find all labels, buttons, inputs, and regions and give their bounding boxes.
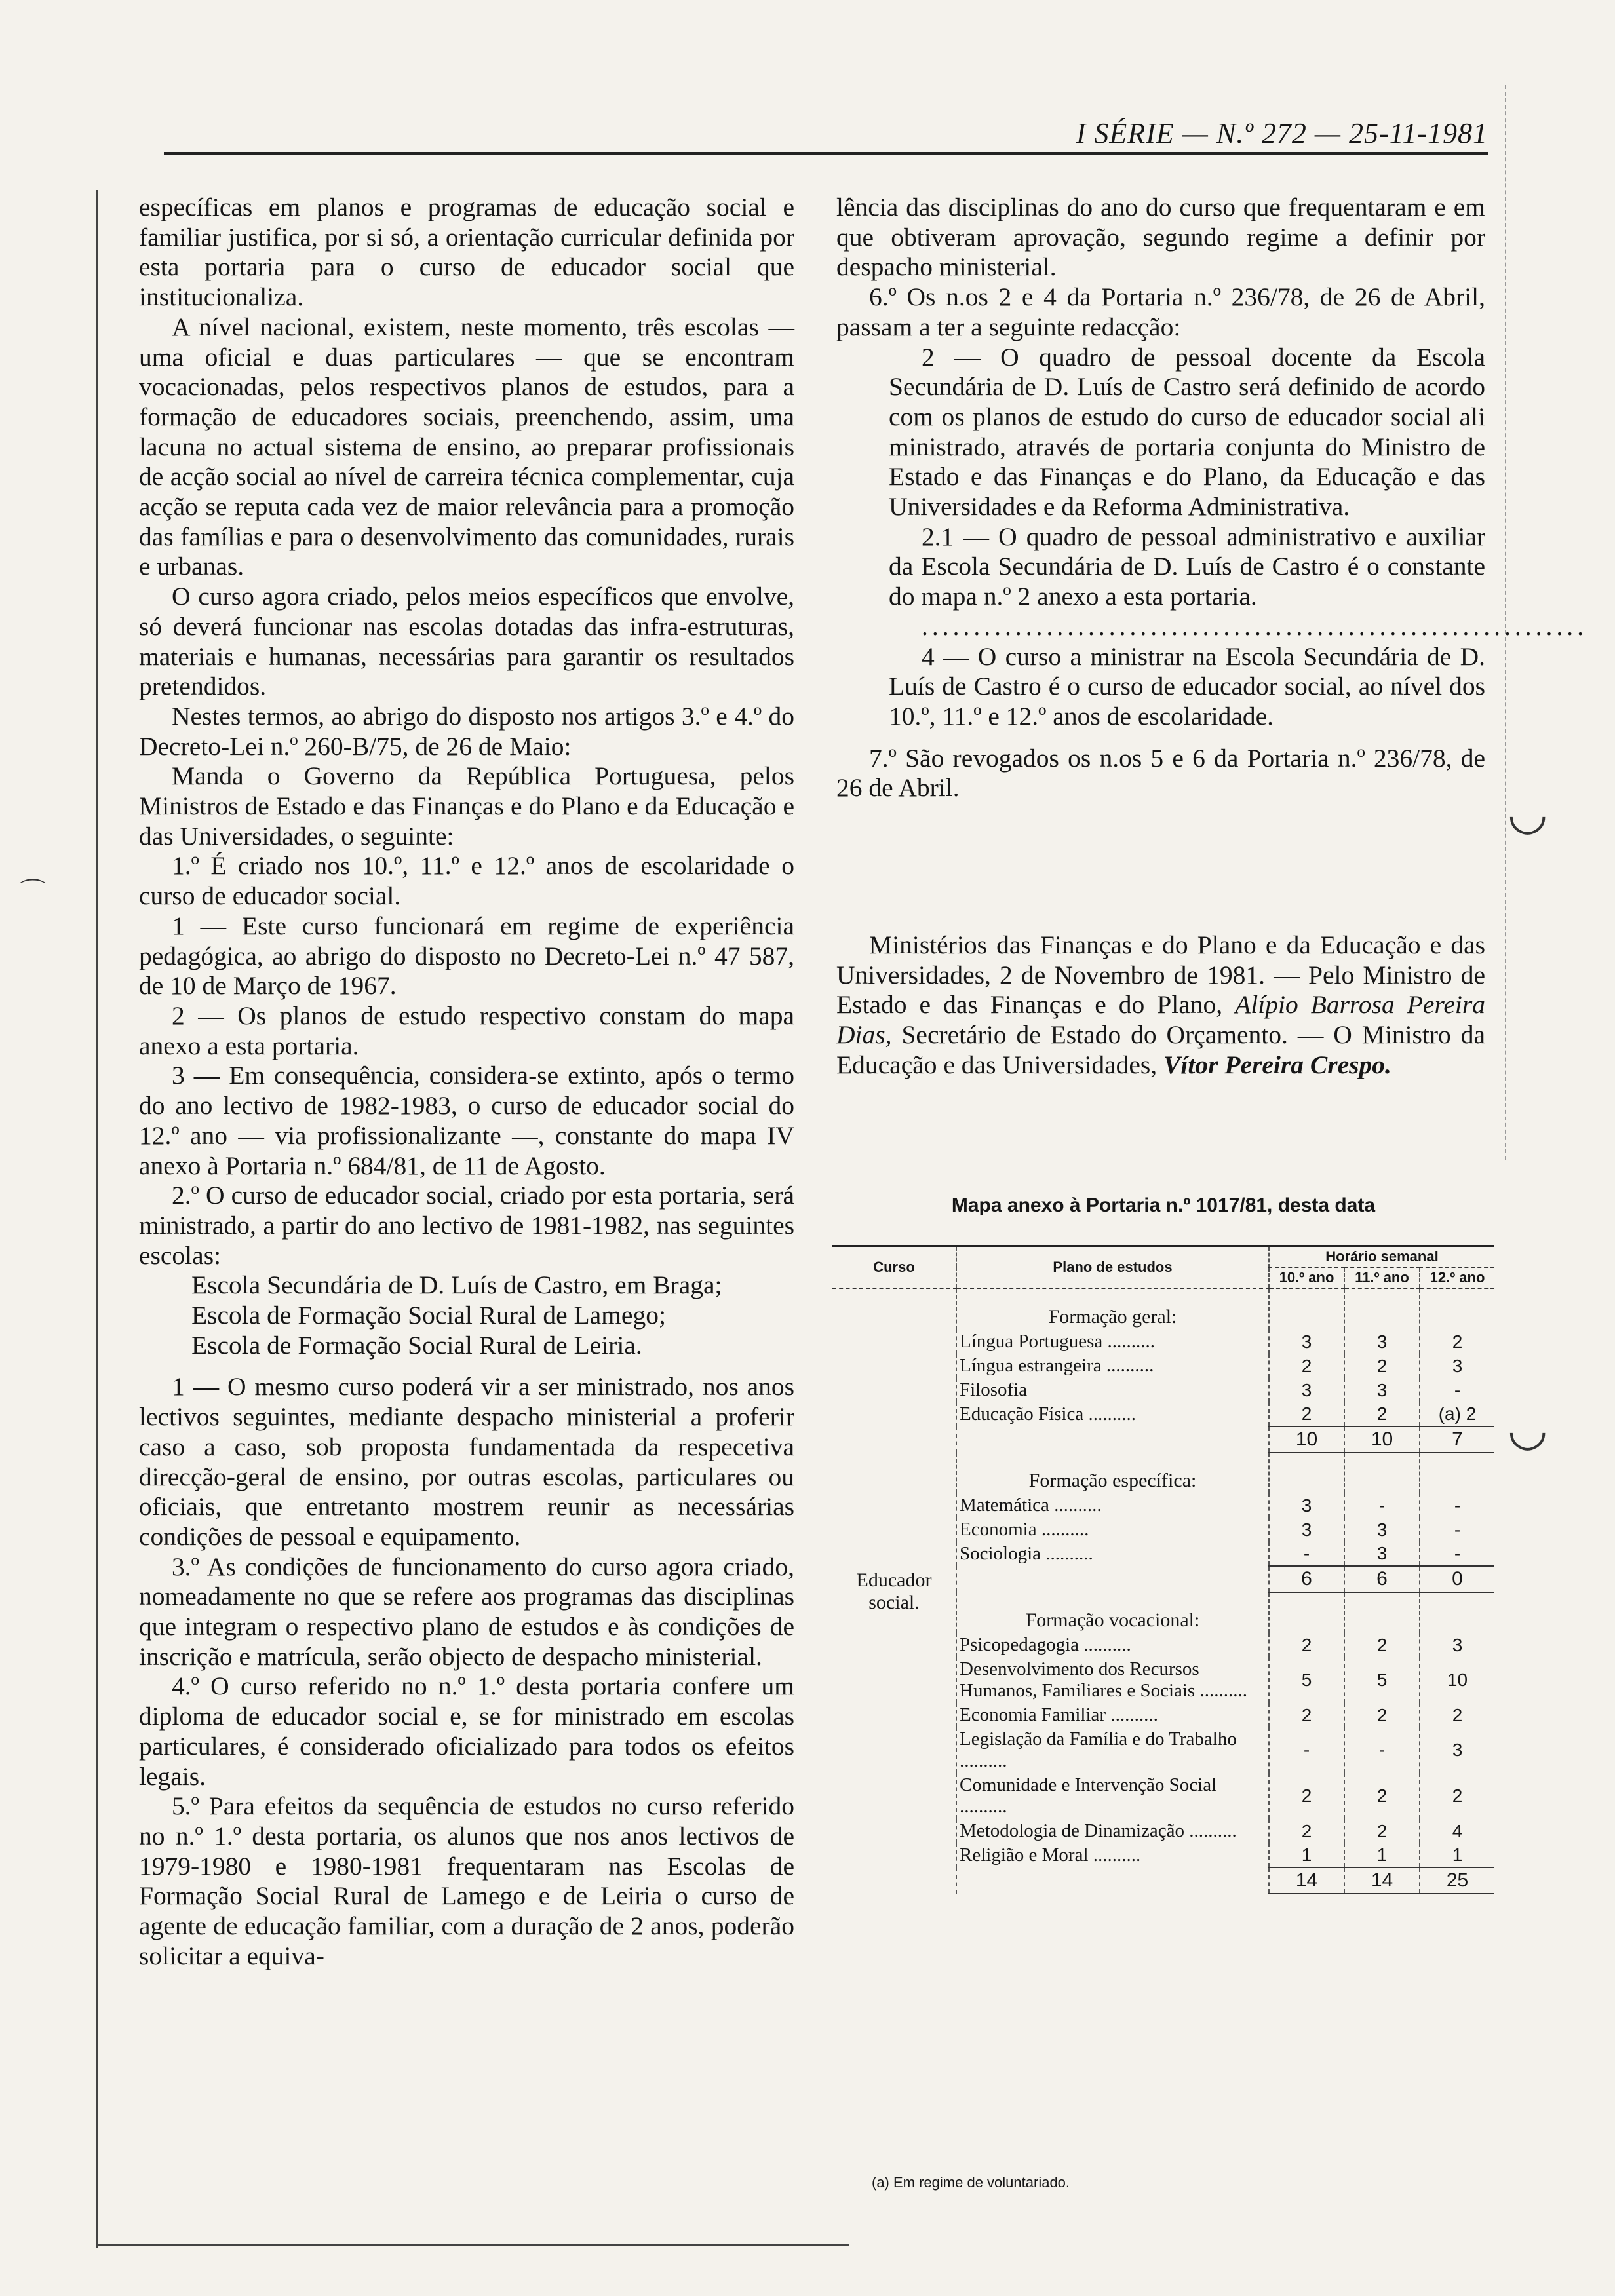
subject-cell: Desenvolvimento dos Recursos Humanos, Familiares e Sociais .......... [956, 1657, 1269, 1703]
margin-mark: ⌒ [20, 877, 46, 907]
paragraph: 2.1 — O quadro de pessoal administrativo e auxiliar da Escola Secundária de D. Luís de Castro é o constante do mapa n.º 2 anexo a esta portaria. [889, 522, 1485, 611]
margin-mark: ◡ [1508, 789, 1548, 839]
paragraph: lência das disciplinas do ano do curso que frequentaram e em que obtiveram aprovação, segundo regime a definir por despacho ministerial. [836, 193, 1485, 282]
subject-cell: Comunidade e Intervenção Social .......... [956, 1773, 1269, 1819]
study-plan-table [832, 1245, 1494, 1894]
hours-cell: 2 [1269, 1703, 1344, 1727]
total-cell: 7 [1420, 1426, 1494, 1453]
hours-cell: 2 [1344, 1819, 1420, 1843]
subject-cell: Economia .......... [956, 1518, 1269, 1542]
subject-cell: Metodologia de Dinamização .......... [956, 1819, 1269, 1843]
paragraph: 5.º Para efeitos da sequência de estudos no curso referido no n.º 1.º desta portaria, os alunos que nos anos lectivos de 1979-1980 e 1980-1981 frequentaram nas Escolas de Formação Social Rural de Lamego e de Leiria o curso de agente de educação familiar, com a duração de 2 anos, poderão solicitar a equiva- [139, 1791, 794, 1970]
subject-cell: Filosofia [956, 1378, 1269, 1402]
hours-cell: 3 [1420, 1633, 1494, 1657]
total-cell: 0 [1420, 1566, 1494, 1592]
hours-cell: 2 [1269, 1773, 1344, 1819]
total-cell: 25 [1420, 1867, 1494, 1894]
subject-cell: Psicopedagogia .......... [956, 1633, 1269, 1657]
signature-name-2: Vítor Pereira Crespo. [1163, 1050, 1391, 1079]
paragraph: A nível nacional, existem, neste momento, três escolas — uma oficial e duas particulares — que se encontram vocacionadas, pelos respectivos planos de estudos, para a formação de educadores sociais, preenchendo, assim, uma lacuna no actual sistema de ensino, ao preparar profissionais de acção social ao nível de carreira técnica complementar, cuja acção se reputa cada vez de maior relevância para a promoção das famílias e para o desenvolvimento das comunidades, rurais e urbanas. [139, 312, 794, 581]
hours-cell: 3 [1420, 1354, 1494, 1378]
hours-cell: 2 [1344, 1703, 1420, 1727]
subject-cell: Economia Familiar .......... [956, 1703, 1269, 1727]
hours-cell: 1 [1420, 1843, 1494, 1867]
col-year-12: 12.º ano [1420, 1267, 1494, 1288]
signature-text-2: Secretário de Estado do Orçamento. — O Ministro da Educação e das Universidades, [836, 1020, 1485, 1079]
paragraph: 1 — O mesmo curso poderá vir a ser ministrado, nos anos lectivos seguintes, mediante despacho ministerial a proferir caso a caso, sob proposta fundamentada da respecetiva direcção-geral de ensino, por outras escolas, particulares ou oficiais, que entretanto mostrem reunir as necessárias condições de pessoal e equipamento. [139, 1372, 794, 1551]
hours-cell: 3 [1269, 1378, 1344, 1402]
empty-cell [1420, 1592, 1494, 1633]
total-cell: 14 [1344, 1867, 1420, 1894]
hours-cell: 2 [1344, 1633, 1420, 1657]
frame-line-left [96, 190, 98, 2248]
paragraph: 2 — Os planos de estudo respectivo constam do mapa anexo a esta portaria. [139, 1001, 794, 1060]
paragraph: ................................................................ [922, 611, 1587, 641]
empty-cell [1344, 1288, 1420, 1330]
total-cell: 10 [1269, 1426, 1344, 1453]
hours-cell: 2 [1344, 1773, 1420, 1819]
paragraph: 6.º Os n.os 2 e 4 da Portaria n.º 236/78, de 26 de Abril, passam a ter a seguinte redacção: [836, 282, 1485, 341]
subject-cell: Legislação da Família e do Trabalho .......... [956, 1727, 1269, 1773]
subject-cell: Religião e Moral .......... [956, 1843, 1269, 1867]
paragraph-gap [139, 1360, 794, 1372]
group-title: Formação específica: [956, 1453, 1269, 1493]
hours-cell: - [1269, 1727, 1344, 1773]
paragraph-gap [836, 732, 1485, 744]
paragraph: 7.º São revogados os n.os 5 e 6 da Portaria n.º 236/78, de 26 de Abril. [836, 743, 1485, 803]
signature-text-1: Ministérios das Finanças e do Plano e da Educação e das Universidades, 2 de Novembro de 1981. — Pelo Ministro de Estado e das Finanças e do Plano, [836, 930, 1485, 1020]
table-footnote: (a) Em regime de voluntariado. [872, 2174, 1070, 2191]
header-rule [164, 152, 1488, 155]
paragraph: Escola Secundária de D. Luís de Castro, em Braga; [191, 1271, 722, 1300]
hours-cell: 1 [1344, 1843, 1420, 1867]
group-title: Formação geral: [956, 1288, 1269, 1330]
hours-cell: 3 [1269, 1330, 1344, 1354]
hours-cell: 3 [1344, 1378, 1420, 1402]
paragraph: Manda o Governo da República Portuguesa, pelos Ministros de Estado e das Finanças e do Plano e da Educação e das Universidades, o seguinte: [139, 761, 794, 851]
subject-cell: Sociologia .......... [956, 1542, 1269, 1566]
empty-cell [1269, 1453, 1344, 1493]
total-cell: 6 [1269, 1566, 1344, 1592]
col-curso: Curso [832, 1246, 956, 1289]
empty-cell [1269, 1288, 1344, 1330]
paragraph: 2 — O quadro de pessoal docente da Escola Secundária de D. Luís de Castro será definido de acordo com os planos de estudo do curso de educador social ali ministrado, através de portaria conjunta do Ministro de Estado e das Finanças e do Plano, da Educação e das Universidades e da Reforma Administrativa. [889, 342, 1485, 522]
margin-mark: ◡ [1508, 1405, 1548, 1455]
hours-cell: 3 [1269, 1493, 1344, 1518]
hours-cell: 10 [1420, 1657, 1494, 1703]
subject-cell: Matemática .......... [956, 1493, 1269, 1518]
hours-cell: 3 [1420, 1727, 1494, 1773]
right-column [836, 193, 1587, 815]
curso-cell: Educador social. [856, 1569, 932, 1613]
hours-cell: - [1344, 1727, 1420, 1773]
paragraph: Escola de Formação Social Rural de Lamego; [191, 1301, 666, 1330]
col-year-10: 10.º ano [1269, 1267, 1344, 1288]
empty-cell [1344, 1453, 1420, 1493]
col-horario: Horário semanal [1269, 1246, 1494, 1268]
signature-name-1: Alípio Barrosa Pereira Dias, [836, 990, 1485, 1050]
paragraph: 3.º As condições de funcionamento do curso agora criado, nomeadamente no que se refere aos programas das disciplinas que integram o respectivo plano de estudos e às condições de inscrição e matrícula, serão objecto de despacho ministerial. [139, 1552, 794, 1671]
paragraph: Nestes termos, ao abrigo do disposto nos artigos 3.º e 4.º do Decreto-Lei n.º 260-B/75, de 26 de Maio: [139, 701, 794, 761]
empty-cell [1420, 1453, 1494, 1493]
totals-label-cell [956, 1426, 1269, 1453]
total-cell: 10 [1344, 1426, 1420, 1453]
hours-cell: 2 [1420, 1330, 1494, 1354]
hours-cell: 5 [1269, 1657, 1344, 1703]
hours-cell: 1 [1269, 1843, 1344, 1867]
left-column [139, 193, 794, 1971]
hours-cell: 2 [1420, 1773, 1494, 1819]
paragraph: Escola de Formação Social Rural de Leiria. [191, 1330, 642, 1360]
hours-cell: 2 [1420, 1703, 1494, 1727]
paragraph: 4 — O curso a ministrar na Escola Secundária de D. Luís de Castro é o curso de educador social, ao nível dos 10.º, 11.º e 12.º anos de escolaridade. [889, 641, 1485, 731]
hours-cell: 2 [1344, 1354, 1420, 1378]
hours-cell: 2 [1269, 1819, 1344, 1843]
hours-cell: (a) 2 [1420, 1402, 1494, 1426]
subject-cell: Língua estrangeira .......... [956, 1354, 1269, 1378]
paragraph: O curso agora criado, pelos meios específicos que envolve, só deverá funcionar nas escolas dotadas das infra-estruturas, materiais e humanas, necessárias para garantir os resultados pretendidos. [139, 582, 794, 701]
hours-cell: - [1344, 1493, 1420, 1518]
totals-label-cell [956, 1566, 1269, 1592]
hours-cell: - [1420, 1493, 1494, 1518]
group-title: Formação vocacional: [956, 1592, 1269, 1633]
total-cell: 6 [1344, 1566, 1420, 1592]
hours-cell: - [1420, 1542, 1494, 1566]
paragraph: 2.º O curso de educador social, criado por esta portaria, será ministrado, a partir do ano lectivo de 1981-1982, nas seguintes escolas: [139, 1181, 794, 1270]
hours-cell: - [1269, 1542, 1344, 1566]
frame-line-bottom [96, 2244, 849, 2246]
subject-cell: Língua Portuguesa .......... [956, 1330, 1269, 1354]
paragraph: 3 — Em consequência, considera-se extinto, após o termo do ano lectivo de 1982-1983, o curso de educador social do 12.º ano — via profissionalizante —, constante do mapa IV anexo à Portaria n.º 684/81, de 11 de Agosto. [139, 1061, 794, 1180]
paragraph: 1 — Este curso funcionará em regime de experiência pedagógica, ao abrigo do disposto no Decreto-Lei n.º 47 587, de 10 de Março de 1967. [139, 911, 794, 1001]
col-year-11: 11.º ano [1344, 1267, 1420, 1288]
total-cell: 14 [1269, 1867, 1344, 1894]
hours-cell: 5 [1344, 1657, 1420, 1703]
hours-cell: 2 [1344, 1402, 1420, 1426]
empty-cell [1344, 1592, 1420, 1633]
hours-cell: 4 [1420, 1819, 1494, 1843]
table-body [832, 1288, 1494, 1894]
empty-cell [1269, 1592, 1344, 1633]
empty-cell [1420, 1288, 1494, 1330]
hours-cell: - [1420, 1518, 1494, 1542]
paragraph-gap [836, 803, 1485, 815]
hours-cell: 3 [1344, 1542, 1420, 1566]
table-caption: Mapa anexo à Portaria n.º 1017/81, desta data [951, 1195, 1376, 1216]
hours-cell: 2 [1269, 1354, 1344, 1378]
signature-block [836, 930, 1485, 1081]
page-header: I SÉRIE — N.º 272 — 25-11-1981 [1076, 117, 1488, 149]
hours-cell: 2 [1269, 1633, 1344, 1657]
hours-cell: - [1420, 1378, 1494, 1402]
hours-cell: 3 [1269, 1518, 1344, 1542]
annex-table [832, 1186, 1494, 1894]
totals-label-cell [956, 1867, 1269, 1894]
hours-cell: 2 [1269, 1402, 1344, 1426]
paragraph: 1.º É criado nos 10.º, 11.º e 12.º anos de escolaridade o curso de educador social. [139, 851, 794, 911]
hours-cell: 3 [1344, 1330, 1420, 1354]
col-plano: Plano de estudos [956, 1246, 1269, 1289]
paragraph: específicas em planos e programas de educação social e familiar justifica, por si só, a orientação curricular definida por esta portaria para o curso de educador social que institucionaliza. [139, 193, 794, 312]
hours-cell: 3 [1344, 1518, 1420, 1542]
paragraph: 4.º O curso referido no n.º 1.º desta portaria confere um diploma de educador social e, se for ministrado em escolas particulares, é considerado oficializado para todos os efeitos legais. [139, 1672, 794, 1791]
subject-cell: Educação Física .......... [956, 1402, 1269, 1426]
